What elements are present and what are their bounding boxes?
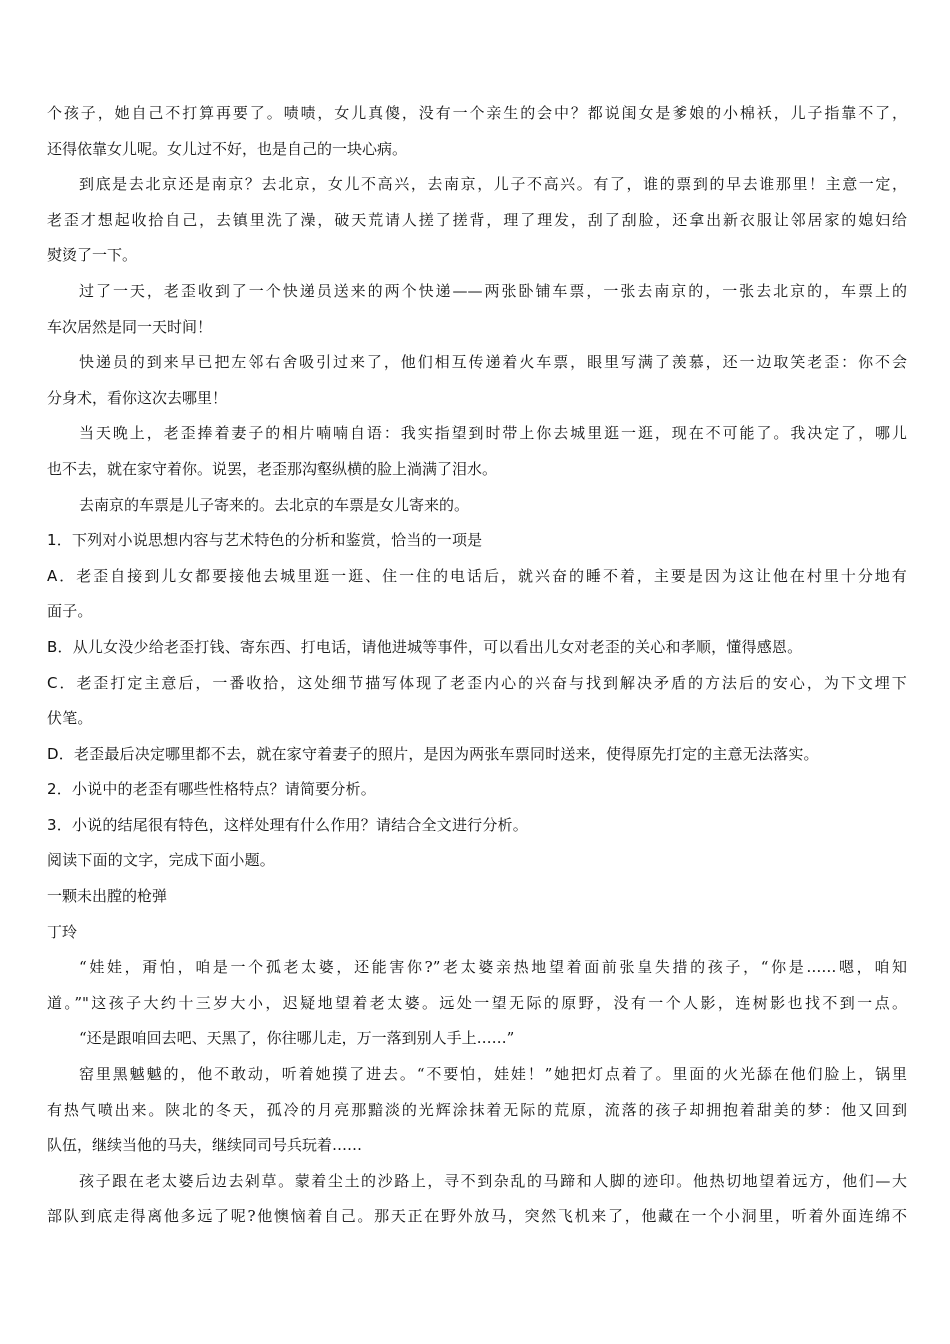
paragraph-line: 道。”"这孩子大约十三岁大小，迟疑地望着老太婆。远处一望无际的原野，没有一个人影，连树影也找不到一点。 — [47, 993, 907, 1012]
paragraph-line: 老歪才想起收拾自己，去镇里洗了澡，破天荒请人搓了搓背，理了理发，刮了刮脸，还拿出新衣服让邻居家的媳妇给 — [47, 210, 907, 229]
paragraph-line: 也不去，就在家守着你。说罢，老歪那沟壑纵横的脸上淌满了泪水。 — [47, 459, 498, 478]
question-1-option-d: D．老歪最后决定哪里都不去，就在家守着妻子的照片，是因为两张车票同时送来，使得原先打定的主意无法落实。 — [47, 744, 819, 763]
paragraph-line: 窑里黑魆魆的，他不敢动，听着她摸了进去。“不要怕，娃娃！”她把灯点着了。里面的火光舔在他们脸上，锅里 — [79, 1065, 907, 1084]
paragraph-line: 队伍，继续当他的马夫，继续同司号兵玩着…… — [47, 1136, 363, 1155]
paragraph-line: 去南京的车票是儿子寄来的。去北京的车票是女儿寄来的。 — [79, 495, 470, 514]
questions — [47, 523, 907, 879]
question-1-option-c-continued: 伏笔。 — [47, 709, 93, 728]
paragraph-line: 熨烫了一下。 — [47, 246, 138, 265]
paragraph-line: “娃娃，甭怕，咱是一个孤老太婆，还能害你?”老太婆亲热地望着面前张皇失措的孩子，“你是……嗯，咱知 — [79, 958, 907, 977]
question-1-stem: 1．下列对小说思想内容与艺术特色的分析和鉴赏，恰当的一项是 — [47, 531, 483, 550]
question-2: 2．小说中的老歪有哪些性格特点？请简要分析。 — [47, 780, 376, 799]
paragraph-line: 快递员的到来早已把左邻右舍吸引过来了，他们相互传递着火车票，眼里写满了羡慕，还一边取笑老歪：你不会 — [79, 353, 907, 372]
question-1-option-c: C．老歪打定主意后，一番收拾，这处细节描写体现了老歪内心的兴奋与找到解决矛盾的方法后的安心，为下文埋下 — [47, 673, 907, 692]
paragraph-line: 有热气喷出来。陕北的冬天，孤冷的月亮那黯淡的光辉涂抹着无际的荒原，流落的孩子却拥抱着甜美的梦：他又回到 — [47, 1100, 907, 1119]
question-1-option-b: B．从儿女没少给老歪打钱、寄东西、打电话，请他进城等事件，可以看出儿女对老歪的关心和孝顺，懂得感恩。 — [47, 637, 803, 656]
reading-instruction: 阅读下面的文字，完成下面小题。 — [47, 851, 276, 870]
passage-author: 丁玲 — [47, 922, 78, 941]
paragraph-line: 分身术，看你这次去哪里！ — [47, 388, 228, 407]
paragraph-line: 部队到底走得离他多远了呢?他懊恼着自己。那天正在野外放马，突然飞机来了，他藏在一个小洞里，听着外面连绵不 — [47, 1207, 907, 1226]
paragraph-line: 孩子跟在老太婆后边去剁草。蒙着尘土的沙路上，寻不到杂乱的马蹄和人脚的迹印。他热切地望着远方，他们—大 — [79, 1171, 907, 1190]
paragraph-line: 还得依靠女儿呢。女儿过不好，也是自己的一块心病。 — [47, 139, 408, 158]
paragraph-line: 到底是去北京还是南京？去北京，女儿不高兴，去南京，儿子不高兴。有了，谁的票到的早去谁那里！主意一定， — [79, 175, 907, 194]
paragraph-line: 车次居然是同一天时间！ — [47, 317, 213, 336]
paragraph-line: 过了一天，老歪收到了一个快递员送来的两个快递——两张卧铺车票，一张去南京的，一张去北京的，车票上的 — [79, 281, 907, 300]
question-3: 3．小说的结尾很有特色，这样处理有什么作用？请结合全文进行分析。 — [47, 815, 528, 834]
paragraph-line: “还是跟咱回去吧、天黑了，你往哪儿走，万一落到别人手上……” — [79, 1029, 515, 1048]
paragraph-line: 当天晚上，老歪捧着妻子的相片喃喃自语：我实指望到时带上你去城里逛一逛，现在不可能了。我决定了，哪儿 — [79, 424, 907, 443]
passage-2 — [47, 879, 907, 1235]
document-page — [47, 96, 907, 1235]
story-ending — [47, 96, 907, 523]
question-1-option-a-continued: 面子。 — [47, 602, 93, 621]
paragraph-line: 个孩子，她自己不打算再要了。啧啧，女儿真傻，没有一个亲生的会中？都说闺女是爹娘的小棉袄，儿子指靠不了， — [47, 104, 907, 122]
passage-title: 一颗未出膛的枪弹 — [47, 887, 168, 906]
question-1-option-a: A．老歪自接到儿女都要接他去城里逛一逛、住一住的电话后，就兴奋的睡不着，主要是因为这让他在村里十分地有 — [47, 566, 907, 585]
